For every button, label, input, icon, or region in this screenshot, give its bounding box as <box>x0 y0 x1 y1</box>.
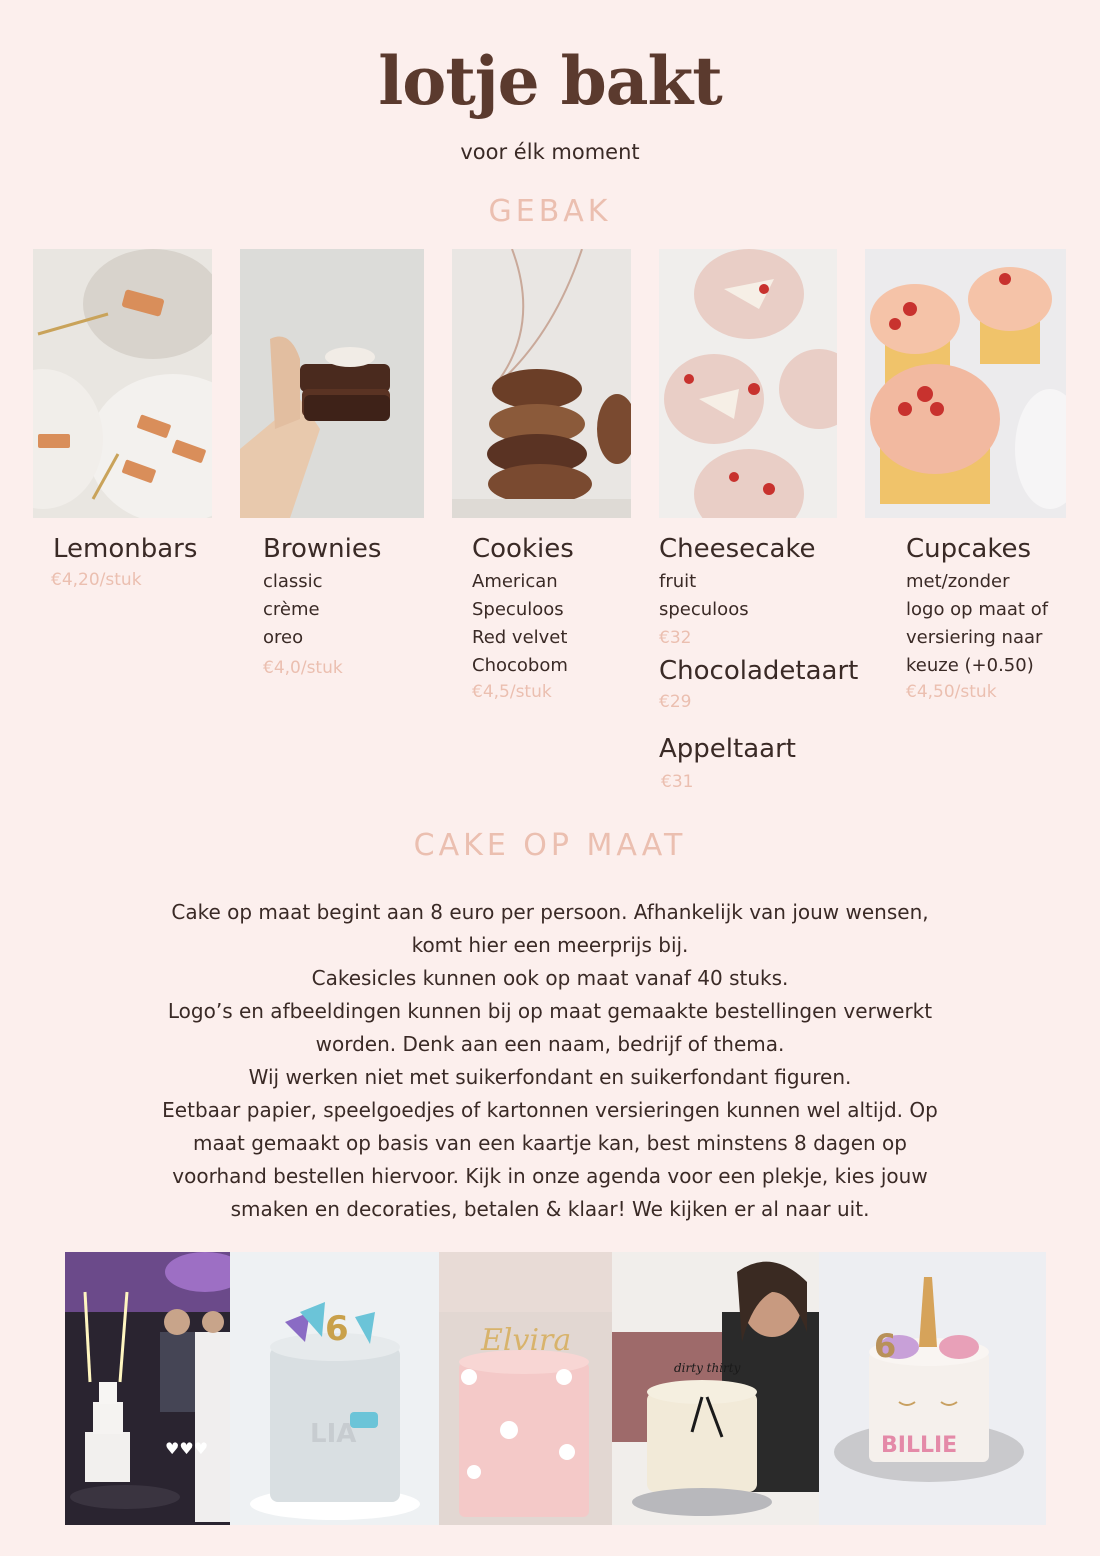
description-line: maat gemaakt op basis van een kaartje kan, best minstens 8 dagen op <box>193 1131 907 1155</box>
item-variant: oreo <box>263 627 304 648</box>
photo-cheesecake <box>659 249 837 518</box>
description-line: smaken en decoraties, betalen & klaar! We kijken er al naar uit. <box>230 1197 870 1221</box>
photo-lemonbars <box>33 249 212 518</box>
item-price: €4,5/stuk <box>472 682 552 702</box>
item-variant: met/zonder <box>906 571 1010 592</box>
photo-baker-dirty-thirty <box>612 1252 819 1525</box>
description-line: Logo’s en afbeeldingen kunnen bij op maat gemaakte bestellingen verwerkt <box>167 999 933 1023</box>
description-line: Cakesicles kunnen ook op maat vanaf 40 stuks. <box>311 966 789 990</box>
item-price: €4,20/stuk <box>51 570 142 590</box>
photo-brownies <box>240 249 424 518</box>
item-variant: fruit <box>659 571 697 592</box>
section-title-gebak: GEBAK <box>488 194 612 229</box>
item-brownies <box>263 530 381 680</box>
item-price: €4,0/stuk <box>263 658 343 678</box>
item-name: Brownies <box>263 534 382 564</box>
item-variant: logo op maat of <box>906 599 1049 620</box>
description-line: voorhand bestellen hiervoor. Kijk in onze agenda voor een plekje, kies jouw <box>172 1164 928 1188</box>
item-cookies <box>472 530 574 704</box>
item-cheesecake <box>659 530 858 794</box>
photo-wedding-cake <box>65 1252 230 1525</box>
photo-cupcakes <box>865 249 1066 518</box>
candle-number: 6 <box>874 1327 897 1365</box>
item-variant: crème <box>263 599 320 620</box>
cake-op-maat-description <box>150 896 950 1226</box>
item-name-chocoladetaart: Chocoladetaart <box>659 656 859 686</box>
item-name-appeltaart: Appeltaart <box>659 734 796 764</box>
item-variant: Speculoos <box>472 599 564 620</box>
item-variant: speculoos <box>659 599 749 620</box>
item-price: €32 <box>659 628 692 648</box>
item-cupcakes <box>906 530 1048 704</box>
item-price: €4,50/stuk <box>906 682 997 702</box>
item-name: Cookies <box>472 534 574 564</box>
item-variant: keuze (+0.50) <box>906 655 1034 676</box>
item-name: Cupcakes <box>906 534 1032 564</box>
item-price-chocoladetaart: €29 <box>659 692 692 712</box>
item-variant: American <box>472 571 558 592</box>
cake-topper-elvira: Elvira <box>481 1323 572 1358</box>
cake-name-lia: LIA <box>310 1419 357 1449</box>
item-variant: Red velvet <box>472 627 568 648</box>
item-variant: classic <box>263 571 323 592</box>
description-line: Wij werken niet met suikerfondant en suikerfondant figuren. <box>248 1065 852 1089</box>
item-lemonbars <box>53 530 197 592</box>
photo-elvira-cake <box>439 1252 612 1525</box>
tagline: voor élk moment <box>460 140 640 164</box>
brand-logo: lotje bakt <box>378 42 722 120</box>
candle-number: 6 <box>325 1309 349 1349</box>
description-line: komt hier een meerprijs bij. <box>411 933 689 957</box>
description-line: worden. Denk aan een naam, bedrijf of thema. <box>315 1032 785 1056</box>
photo-billie-unicorn-cake <box>819 1252 1046 1525</box>
item-variant: Chocobom <box>472 655 568 676</box>
item-price-appeltaart: €31 <box>661 772 694 792</box>
cake-name-billie: BILLIE <box>881 1433 958 1458</box>
item-variant: versiering naar <box>906 627 1043 648</box>
hearts-overlay: ♥♥♥ <box>165 1439 209 1458</box>
item-name: Lemonbars <box>53 534 198 564</box>
description-line: Eetbaar papier, speelgoedjes of kartonnen versieringen kunnen wel altijd. Op <box>162 1098 938 1122</box>
photo-lia-cake <box>230 1252 439 1525</box>
section-title-cake-op-maat: CAKE OP MAAT <box>413 828 687 863</box>
description-line: Cake op maat begint aan 8 euro per persoon. Afhankelijk van jouw wensen, <box>171 900 929 924</box>
cake-topper-dirty-thirty: dirty thirty <box>674 1361 741 1375</box>
item-name: Cheesecake <box>659 534 816 564</box>
photo-cookies <box>452 249 631 518</box>
